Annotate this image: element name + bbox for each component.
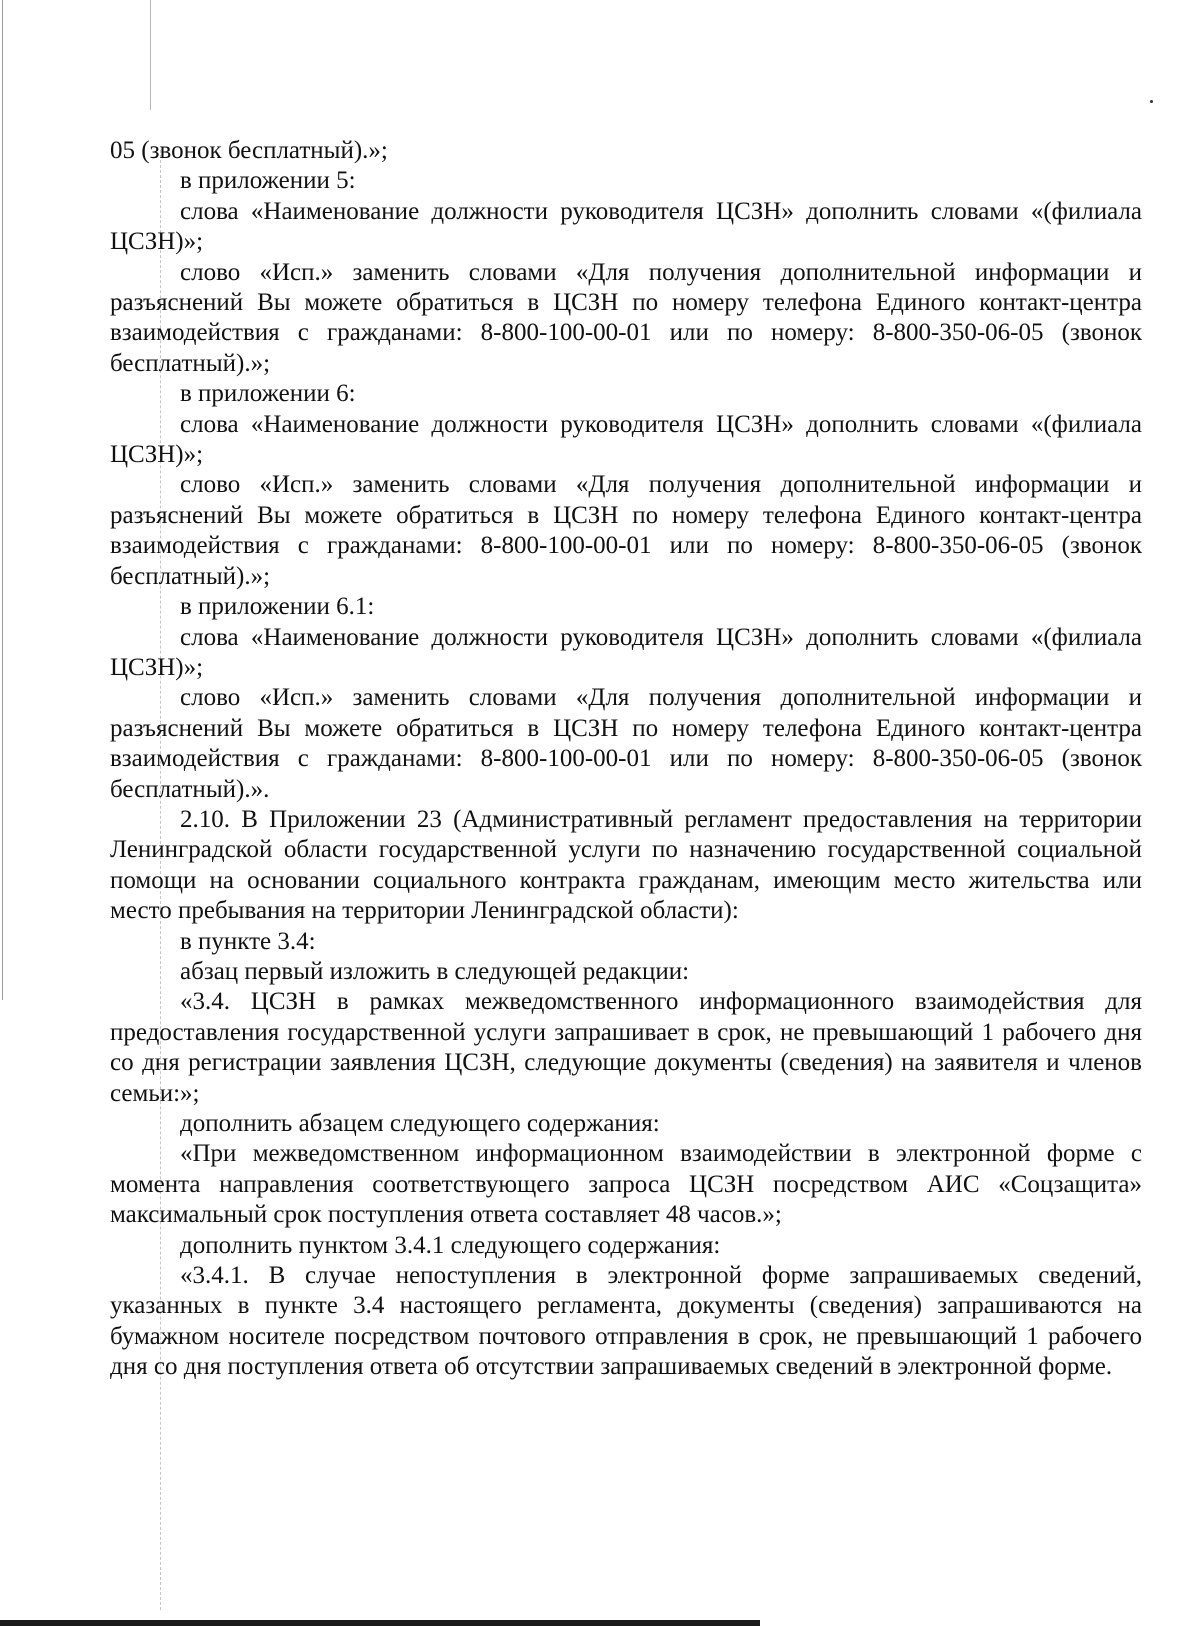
scan-speck	[1150, 100, 1153, 103]
paragraph-appendix-6-words: слова «Наименование должности руководителя ЦСЗН» дополнить словами «(филиала ЦСЗН)»;	[110, 410, 1142, 469]
paragraph-appendix-6-1-isp: слово «Исп.» заменить словами «Для получения дополнительной информации и разъяснений Вы можете обратиться в ЦСЗН по номеру телефона Единого контакт-центра взаимодействия с гражданами: 8-800-100-00-01 или по номеру: 8-800-350-06-05 (звонок бесплатный).».	[110, 684, 1142, 803]
paragraph-point-3-4-heading: в пункте 3.4:	[180, 927, 316, 955]
paragraph-appendix-5-heading: в приложении 5:	[180, 167, 356, 195]
scan-artifact-line	[150, 0, 151, 110]
paragraph-section-2-10: 2.10. В Приложении 23 (Административный регламент предоставления на территории Ленинградской области государственной услуги по назначению государственной социальной помощи на основании социального контракта гражданам, имеющим место жительства или место пребывания на территории Ленинградской области):	[110, 805, 1142, 925]
scan-edge-line	[2, 0, 3, 1000]
paragraph-quote-3-4-1: «3.4.1. В случае непоступления в электронной форме запрашиваемых сведений, указанных в пункте 3.4 настоящего регламента, документы (сведения) запрашиваются на бумажном носителе посредством почтового отправления в срок, не превышающий 1 рабочего дня со дня поступления ответа об отсутствии запрашиваемых сведений в электронной форме.	[110, 1262, 1142, 1381]
paragraph-appendix-6-isp: слово «Исп.» заменить словами «Для получения дополнительной информации и разъяснений Вы можете обратиться в ЦСЗН по номеру телефона Единого контакт-центра взаимодействия с гражданами: 8-800-100-00-01 или по номеру: 8-800-350-06-05 (звонок бесплатный).»;	[110, 471, 1142, 590]
scan-bottom-edge	[0, 1620, 760, 1626]
paragraph-quote-3-4: «3.4. ЦСЗН в рамках межведомственного информационного взаимодействия для предоставления государственной услуги запрашивает в срок, не превышающий 1 рабочего дня со дня регистрации заявления ЦСЗН, следующие документы (сведения) на заявителя и членов семьи:»;	[110, 988, 1142, 1107]
paragraph-add-point-3-4-1: дополнить пунктом 3.4.1 следующего содержания:	[180, 1231, 721, 1259]
paragraph-appendix-5-words: слова «Наименование должности руководителя ЦСЗН» дополнить словами «(филиала ЦСЗН)»;	[110, 197, 1142, 256]
paragraph-appendix-5-isp: слово «Исп.» заменить словами «Для получения дополнительной информации и разъяснений Вы можете обратиться в ЦСЗН по номеру телефона Единого контакт-центра взаимодействия с гражданами: 8-800-100-00-01 или по номеру: 8-800-350-06-05 (звонок бесплатный).»;	[110, 258, 1142, 377]
paragraph-appendix-6-1-heading: в приложении 6.1:	[180, 593, 375, 621]
paragraph-quote-electronic: «При межведомственном информационном взаимодействии в электронной форме с момента направления соответствующего запроса ЦСЗН посредством АИС «Соцзащита» максимальный срок поступления ответа составляет 48 часов.»;	[110, 1140, 1142, 1229]
document-body	[110, 136, 1142, 1383]
paragraph-first-abzac: абзац первый изложить в следующей редакции:	[180, 957, 690, 985]
paragraph-continuation: 05 (звонок бесплатный).»;	[110, 137, 388, 164]
paragraph-add-abzac: дополнить абзацем следующего содержания:	[180, 1110, 660, 1137]
paragraph-appendix-6-1-words: слова «Наименование должности руководителя ЦСЗН» дополнить словами «(филиала ЦСЗН)»;	[110, 623, 1142, 681]
paragraph-appendix-6-heading: в приложении 6:	[180, 380, 356, 408]
